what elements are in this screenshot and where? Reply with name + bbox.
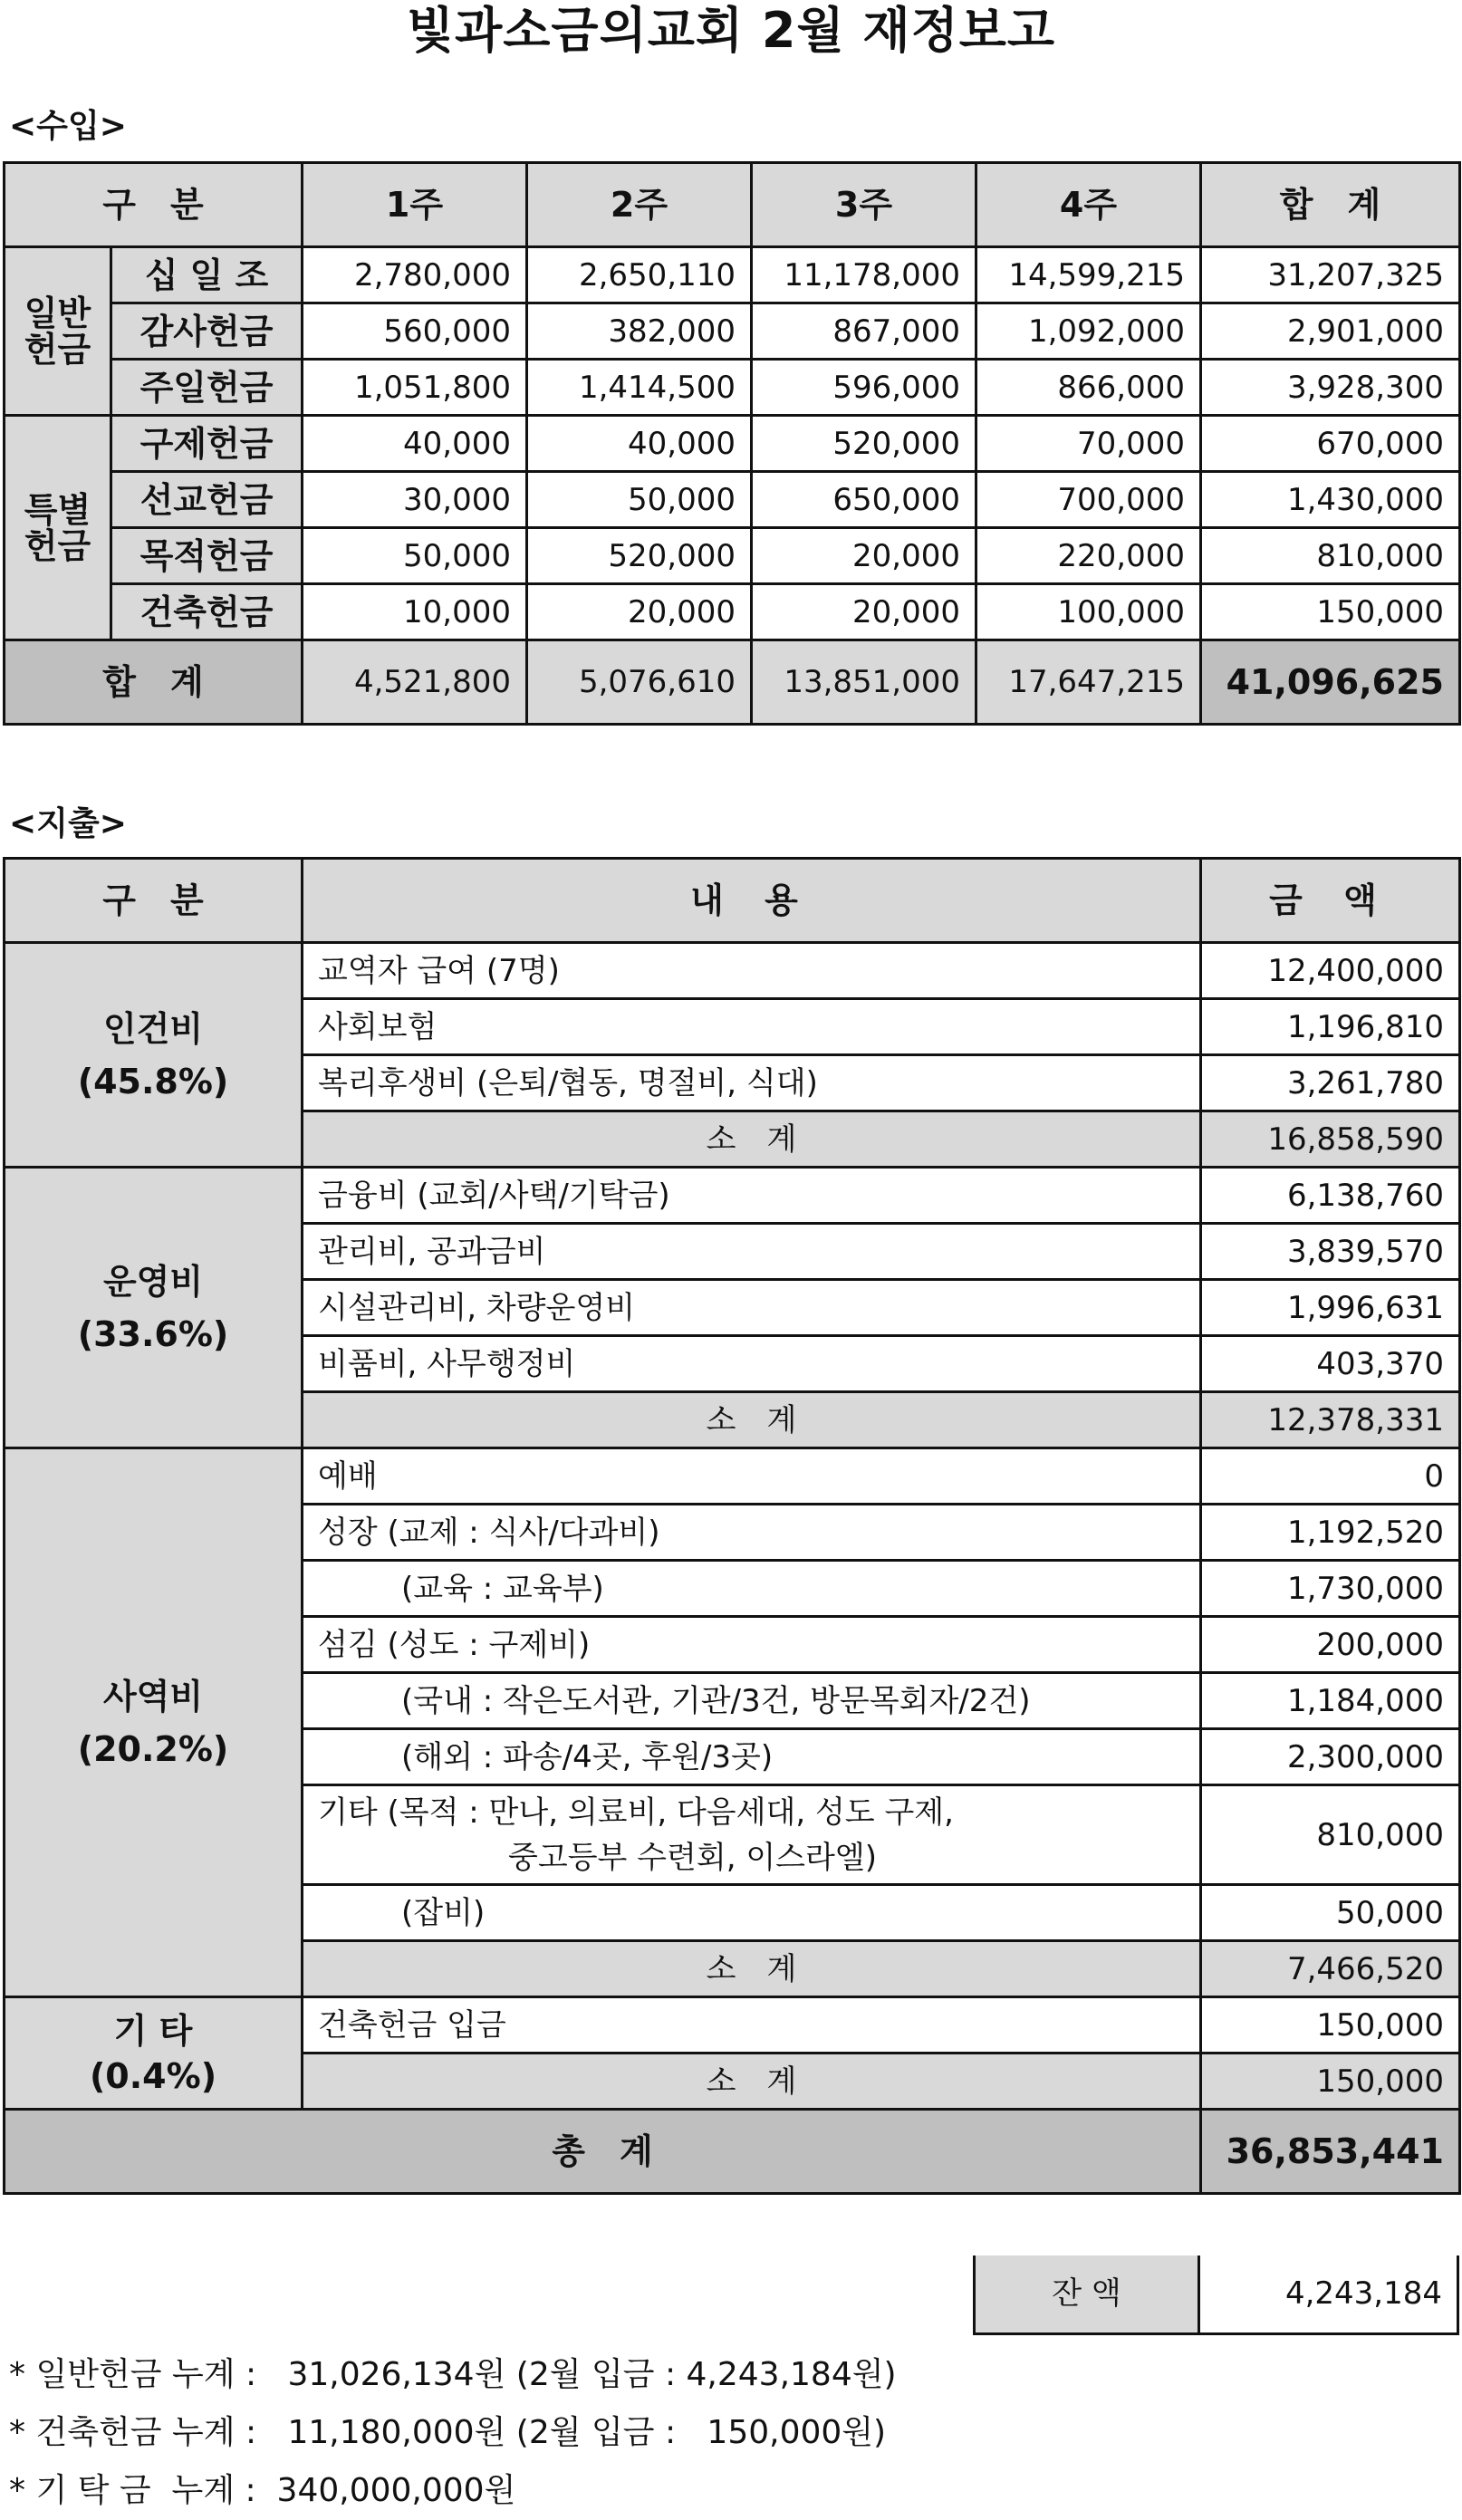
income-cell: 866,000 bbox=[976, 360, 1201, 416]
income-row bbox=[5, 528, 1460, 584]
income-row-label: 감사헌금 bbox=[111, 303, 303, 360]
expense-table bbox=[3, 857, 1461, 2195]
income-header-total: 합 계 bbox=[1201, 163, 1460, 247]
income-row bbox=[5, 360, 1460, 416]
income-row bbox=[5, 247, 1460, 303]
footnote-general-offering: * 일반헌금 누계 : 31,026,134원 (2월 입금 : 4,243,184원) bbox=[9, 2356, 897, 2393]
income-row-total: 2,901,000 bbox=[1201, 303, 1460, 360]
expense-category bbox=[5, 1168, 303, 1448]
income-cell: 2,650,110 bbox=[527, 247, 752, 303]
income-total-cell: 17,647,215 bbox=[976, 640, 1201, 725]
income-cell: 220,000 bbox=[976, 528, 1201, 584]
income-cell: 20,000 bbox=[752, 528, 976, 584]
income-cell: 100,000 bbox=[976, 584, 1201, 640]
expense-category-label: 기 타 bbox=[113, 2010, 193, 2051]
expense-category-pct: (20.2%) bbox=[77, 1728, 229, 1769]
income-cell: 1,092,000 bbox=[976, 303, 1201, 360]
income-cell: 50,000 bbox=[527, 472, 752, 528]
expense-item: 시설관리비, 차량운영비 bbox=[303, 1280, 1201, 1336]
balance-label: 잔 액 bbox=[975, 2255, 1199, 2333]
expense-item: (해외 : 파송/4곳, 후원/3곳) bbox=[303, 1729, 1201, 1785]
expense-header-amount: 금 액 bbox=[1201, 859, 1460, 943]
expense-category-label: 사역비 bbox=[102, 1676, 204, 1717]
expense-subtotal: 16,858,590 bbox=[1201, 1111, 1460, 1168]
expense-subtotal: 150,000 bbox=[1201, 2054, 1460, 2110]
income-cell: 520,000 bbox=[527, 528, 752, 584]
expense-amount: 1,996,631 bbox=[1201, 1280, 1460, 1336]
income-cell: 40,000 bbox=[303, 416, 527, 472]
expense-amount: 3,261,780 bbox=[1201, 1055, 1460, 1111]
expense-row bbox=[5, 1168, 1460, 1224]
expense-item: 금융비 (교회/사택/기탁금) bbox=[303, 1168, 1201, 1224]
expense-category-pct: (33.6%) bbox=[77, 1313, 229, 1354]
income-cell: 700,000 bbox=[976, 472, 1201, 528]
expense-category-pct: (45.8%) bbox=[77, 1061, 229, 1101]
expense-row bbox=[5, 1448, 1460, 1505]
expense-item: 건축헌금 입금 bbox=[303, 1997, 1201, 2054]
expense-category-label: 인건비 bbox=[102, 1008, 204, 1049]
income-row bbox=[5, 472, 1460, 528]
income-cell: 596,000 bbox=[752, 360, 976, 416]
income-section-label: <수입> bbox=[9, 108, 127, 145]
expense-subtotal: 12,378,331 bbox=[1201, 1392, 1460, 1448]
income-cell: 520,000 bbox=[752, 416, 976, 472]
income-header-category: 구 분 bbox=[5, 163, 303, 247]
expense-item: (교육 : 교육부) bbox=[303, 1561, 1201, 1617]
expense-amount: 200,000 bbox=[1201, 1617, 1460, 1673]
income-cell: 20,000 bbox=[527, 584, 752, 640]
expense-total-row bbox=[5, 2110, 1460, 2194]
income-header-row bbox=[5, 163, 1460, 247]
expense-section-label: <지출> bbox=[9, 805, 127, 842]
income-cell: 20,000 bbox=[752, 584, 976, 640]
expense-item: 예배 bbox=[303, 1448, 1201, 1505]
expense-item: 사회보험 bbox=[303, 999, 1201, 1055]
income-cell: 30,000 bbox=[303, 472, 527, 528]
expense-subtotal-label: 소 계 bbox=[303, 1111, 1201, 1168]
income-cell: 14,599,215 bbox=[976, 247, 1201, 303]
income-cell: 50,000 bbox=[303, 528, 527, 584]
income-row-label: 주일헌금 bbox=[111, 360, 303, 416]
expense-item: 성장 (교제 : 식사/다과비) bbox=[303, 1505, 1201, 1561]
income-row-label: 십 일 조 bbox=[111, 247, 303, 303]
expense-item: 비품비, 사무행정비 bbox=[303, 1336, 1201, 1392]
expense-amount: 1,184,000 bbox=[1201, 1673, 1460, 1729]
income-cell: 382,000 bbox=[527, 303, 752, 360]
income-cell: 1,414,500 bbox=[527, 360, 752, 416]
expense-item: 관리비, 공과금비 bbox=[303, 1224, 1201, 1280]
income-cell: 650,000 bbox=[752, 472, 976, 528]
income-cell: 2,780,000 bbox=[303, 247, 527, 303]
expense-amount: 3,839,570 bbox=[1201, 1224, 1460, 1280]
income-cell: 560,000 bbox=[303, 303, 527, 360]
expense-amount: 2,300,000 bbox=[1201, 1729, 1460, 1785]
income-row-total: 1,430,000 bbox=[1201, 472, 1460, 528]
expense-amount: 6,138,760 bbox=[1201, 1168, 1460, 1224]
income-group-label: 특별 헌금 bbox=[5, 416, 111, 640]
expense-category bbox=[5, 1997, 303, 2110]
income-row bbox=[5, 303, 1460, 360]
income-row-total: 3,928,300 bbox=[1201, 360, 1460, 416]
balance-table bbox=[973, 2255, 1459, 2335]
income-row-total: 31,207,325 bbox=[1201, 247, 1460, 303]
income-grand-total: 41,096,625 bbox=[1201, 640, 1460, 725]
expense-item: 복리후생비 (은퇴/협동, 명절비, 식대) bbox=[303, 1055, 1201, 1111]
expense-amount: 1,192,520 bbox=[1201, 1505, 1460, 1561]
page-title: 빛과소금의교회 2월 재정보고 bbox=[406, 2, 1056, 59]
expense-amount: 1,196,810 bbox=[1201, 999, 1460, 1055]
expense-item: (잡비) bbox=[303, 1885, 1201, 1941]
income-cell: 867,000 bbox=[752, 303, 976, 360]
expense-category-pct: (0.4%) bbox=[89, 2055, 217, 2096]
income-cell: 40,000 bbox=[527, 416, 752, 472]
income-total-label: 합 계 bbox=[5, 640, 303, 725]
expense-subtotal-label: 소 계 bbox=[303, 1941, 1201, 1997]
footnotes bbox=[9, 2346, 897, 2520]
expense-item bbox=[303, 1785, 1201, 1885]
expense-amount: 0 bbox=[1201, 1448, 1460, 1505]
income-total-cell: 13,851,000 bbox=[752, 640, 976, 725]
income-header-week2: 2주 bbox=[527, 163, 752, 247]
expense-amount: 50,000 bbox=[1201, 1885, 1460, 1941]
footnote-building-offering: * 건축헌금 누계 : 11,180,000원 (2월 입금 : 150,000원) bbox=[9, 2414, 887, 2451]
expense-amount: 150,000 bbox=[1201, 1997, 1460, 2054]
income-row bbox=[5, 416, 1460, 472]
expense-category bbox=[5, 1448, 303, 1997]
expense-total-label: 총 계 bbox=[5, 2110, 1201, 2194]
footnote-deposit: * 기 탁 금 누계 : 340,000,000원 bbox=[9, 2472, 516, 2509]
expense-subtotal-label: 소 계 bbox=[303, 2054, 1201, 2110]
income-row-label: 구제헌금 bbox=[111, 416, 303, 472]
income-cell: 70,000 bbox=[976, 416, 1201, 472]
income-row-total: 670,000 bbox=[1201, 416, 1460, 472]
income-group-label: 일반 헌금 bbox=[5, 247, 111, 416]
expense-amount: 1,730,000 bbox=[1201, 1561, 1460, 1617]
income-row-label: 건축헌금 bbox=[111, 584, 303, 640]
income-row bbox=[5, 584, 1460, 640]
income-row-label: 목적헌금 bbox=[111, 528, 303, 584]
income-cell: 11,178,000 bbox=[752, 247, 976, 303]
expense-item-line: 중고등부 수련회, 이스라엘) bbox=[508, 1839, 877, 1876]
expense-amount: 12,400,000 bbox=[1201, 943, 1460, 999]
income-total-row bbox=[5, 640, 1460, 725]
income-row-label: 선교헌금 bbox=[111, 472, 303, 528]
expense-item: 섬김 (성도 : 구제비) bbox=[303, 1617, 1201, 1673]
expense-header-category: 구 분 bbox=[5, 859, 303, 943]
expense-header-content: 내 용 bbox=[303, 859, 1201, 943]
income-total-cell: 5,076,610 bbox=[527, 640, 752, 725]
expense-category bbox=[5, 943, 303, 1168]
expense-row bbox=[5, 1997, 1460, 2054]
income-header-week3: 3주 bbox=[752, 163, 976, 247]
balance-row bbox=[975, 2255, 1458, 2333]
income-total-cell: 4,521,800 bbox=[303, 640, 527, 725]
expense-item: (국내 : 작은도서관, 기관/3건, 방문목회자/2건) bbox=[303, 1673, 1201, 1729]
expense-item: 교역자 급여 (7명) bbox=[303, 943, 1201, 999]
expense-amount: 810,000 bbox=[1201, 1785, 1460, 1885]
expense-grand-total: 36,853,441 bbox=[1201, 2110, 1460, 2194]
income-row-total: 810,000 bbox=[1201, 528, 1460, 584]
balance-value: 4,243,184 bbox=[1199, 2255, 1458, 2333]
expense-category-label: 운영비 bbox=[102, 1261, 204, 1302]
expense-item-line: 기타 (목적 : 만나, 의료비, 다음세대, 성도 구제, bbox=[318, 1794, 954, 1831]
income-header-week4: 4주 bbox=[976, 163, 1201, 247]
expense-amount: 403,370 bbox=[1201, 1336, 1460, 1392]
expense-header-row bbox=[5, 859, 1460, 943]
expense-row bbox=[5, 943, 1460, 999]
income-table bbox=[3, 161, 1461, 726]
expense-subtotal-label: 소 계 bbox=[303, 1392, 1201, 1448]
expense-subtotal: 7,466,520 bbox=[1201, 1941, 1460, 1997]
income-cell: 10,000 bbox=[303, 584, 527, 640]
income-row-total: 150,000 bbox=[1201, 584, 1460, 640]
income-header-week1: 1주 bbox=[303, 163, 527, 247]
income-cell: 1,051,800 bbox=[303, 360, 527, 416]
